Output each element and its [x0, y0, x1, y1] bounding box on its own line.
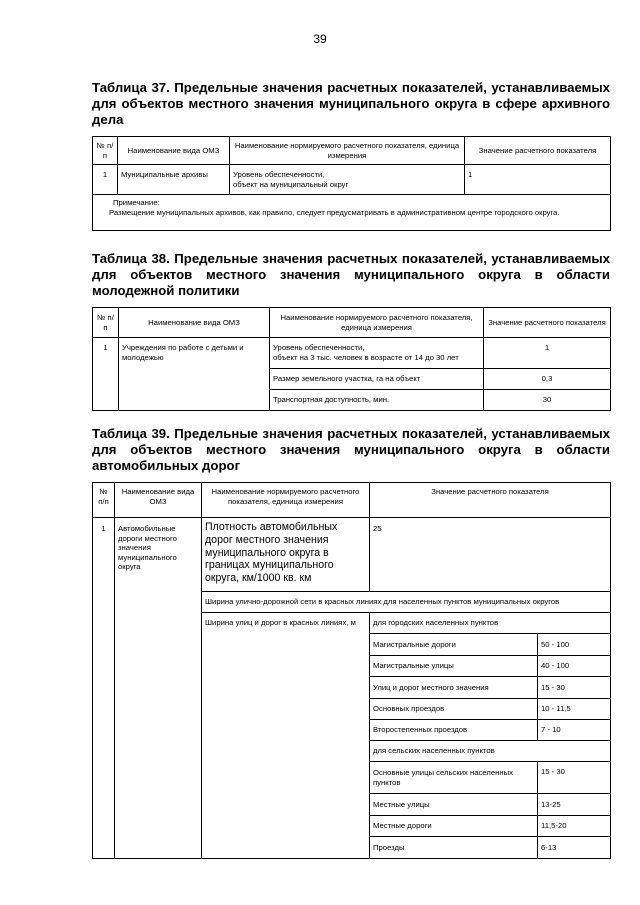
omz-name: Муниципальные архивы [118, 165, 230, 195]
indicator-name: Транспортная доступность, мин. [270, 390, 484, 411]
indicator-value: 1 [484, 338, 611, 369]
road-type: Магистральные дороги [370, 634, 538, 656]
indicator-name: Уровень обеспеченности, объект на 3 тыс. человек в возрасте от 14 до 30 лет [270, 338, 484, 369]
row-number: 1 [93, 518, 115, 859]
page-number: 39 [313, 32, 327, 46]
road-width: 15 - 30 [538, 762, 611, 794]
indicator-name: Уровень обеспеченности, объект на муниципальный округ [230, 165, 465, 195]
header-cell: Наименование нормируемого расчетного показателя, единица измерения [202, 483, 370, 518]
table-row [93, 518, 611, 592]
header-cell: Наименование вида ОМЗ [119, 308, 270, 338]
table-37 [92, 136, 611, 231]
road-type: Улиц и дорог местного значения [370, 677, 538, 699]
header-cell: Наименование нормируемого расчетного показателя, единица измерения [270, 308, 484, 338]
road-width: 50 - 100 [538, 634, 611, 656]
road-width: 13-25 [538, 794, 611, 816]
table-39 [92, 482, 611, 859]
rural-header: для сельских населенных пунктов [370, 741, 611, 762]
table-37-title: Таблица 37. Предельные значения расчетных показателей, устанавливаемых для объектов местного значения муниципального округа в сфере архивного дела [92, 80, 610, 127]
road-width: 7 - 10 [538, 720, 611, 741]
streets-width-label: Ширина улиц и дорог в красных линиях, м [202, 613, 370, 859]
road-width: 6-13 [538, 837, 611, 859]
density-value: 25 [370, 518, 611, 592]
row-number: 1 [93, 165, 118, 195]
table-row [93, 338, 611, 369]
omz-name: Автомобильные дороги местного значения муниципального округа [115, 518, 202, 859]
header-cell: Наименование вида ОМЗ [115, 483, 202, 518]
note-text: Размещение муниципальных архивов, как правило, следует предусматривать в административном центре городского округа. [109, 207, 560, 217]
table-39-title: Таблица 39. Предельные значения расчетных показателей, устанавливаемых для объектов местного значения муниципального округа в области автомобильных дорог [92, 426, 610, 473]
road-width: 15 - 30 [538, 677, 611, 699]
header-cell: Значение расчетного показателя [484, 308, 611, 338]
indicator-value: 0,3 [484, 369, 611, 390]
header-cell: Значение расчетного показателя [465, 137, 611, 165]
table-row [93, 165, 611, 195]
road-type: Основных проездов [370, 699, 538, 720]
header-cell: Наименование вида ОМЗ [118, 137, 230, 165]
indicator-name: Размер земельного участка, га на объект [270, 369, 484, 390]
urban-header: для городских населенных пунктов [370, 613, 611, 634]
indicator-value: 30 [484, 390, 611, 411]
road-type: Основные улицы сельских населенных пунктов [370, 762, 538, 794]
road-width: 40 - 100 [538, 656, 611, 677]
table-39-header-row [93, 483, 611, 518]
header-cell: № п/п [93, 483, 115, 518]
table-37-header-row [93, 137, 611, 165]
road-type: Местные улицы [370, 794, 538, 816]
road-width: 11,5-20 [538, 816, 611, 837]
table-38 [92, 307, 611, 411]
omz-name: Учреждения по работе с детьми и молодежью [119, 338, 270, 411]
note-row [93, 195, 611, 231]
header-cell: Наименование нормируемого расчетного показателя, единица измерения [230, 137, 465, 165]
road-type: Магистральные улицы [370, 656, 538, 677]
red-lines-width: Ширина улично-дорожной сети в красных линиях для населенных пунктов муниципальных округов [202, 592, 611, 613]
header-cell: № п/п [93, 137, 118, 165]
row-number: 1 [93, 338, 119, 411]
note-title: Примечание: [113, 198, 160, 207]
header-cell: № п/п [93, 308, 119, 338]
road-type: Местные дороги [370, 816, 538, 837]
header-cell: Значение расчетного показателя [370, 483, 611, 518]
density-indicator: Плотность автомобильных дорог местного значения муниципального округа в границах муниципального округа, км/1000 кв. км [202, 518, 370, 592]
table-38-title: Таблица 38. Предельные значения расчетных показателей, устанавливаемых для объектов местного значения муниципального округа в области молодежной политики [92, 251, 610, 298]
road-width: 10 - 11,5 [538, 699, 611, 720]
table-38-header-row [93, 308, 611, 338]
road-type: Проезды [370, 837, 538, 859]
road-type: Второстепенных проездов [370, 720, 538, 741]
indicator-value: 1 [465, 165, 611, 195]
